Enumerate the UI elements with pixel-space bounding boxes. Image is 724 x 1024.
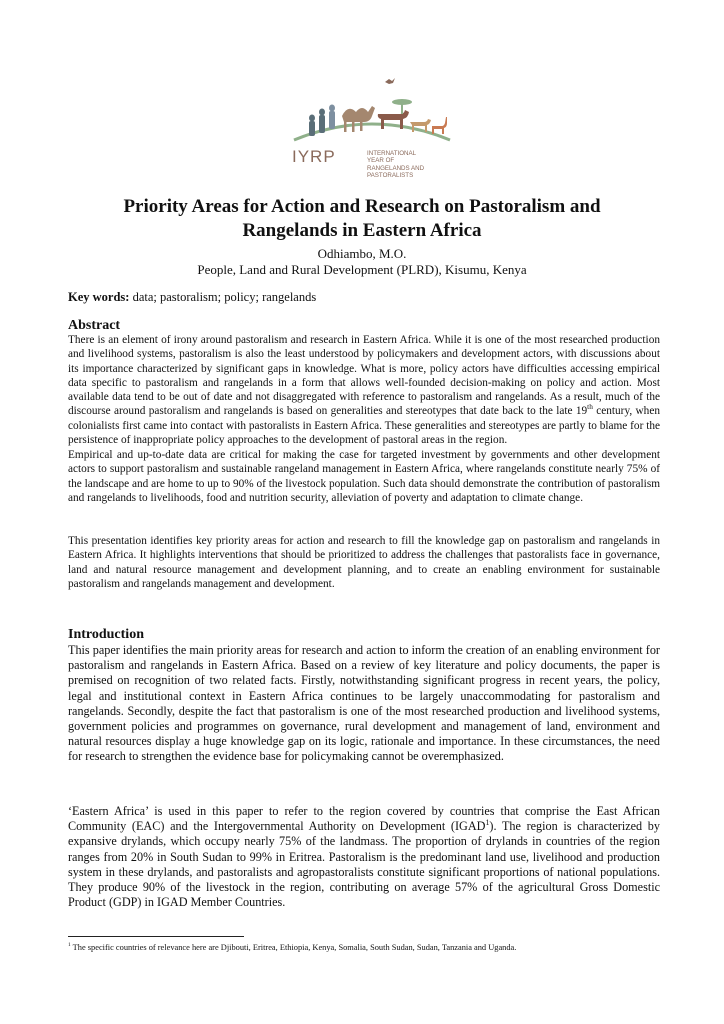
title-line-1: Priority Areas for Action and Research on Pastoralism and: [123, 196, 601, 217]
logo-subtitle-line: PASTORALISTS: [367, 172, 414, 180]
logo-wordmark: [292, 147, 472, 197]
abstract-heading: Abstract: [68, 318, 121, 333]
logo-subtitle-line: RANGELANDS AND: [367, 164, 425, 172]
introduction-paragraph-1: This paper identifies the main priority areas for research and action to inform the creation of an enabling environment for pastoralism and rangelands in Eastern Africa. Based on a review of key literature and policy documents, the paper is premised on recognition of two related facts. Firstly, notwithstanding significant progress in recent years, the policy, legal and institutional context in Eastern Africa continues to be largely unaccommodating for pastoralism and rangelands. Secondly, despite the fact that pastoralism is one of the most researched production and livelihood systems, government policies and programmes on governance, rural development and management of land, environment and natural resources display a huge knowledge gap on its logic, rationale and importance. In these circumstances, the need for research to strengthen the evidence base for policymaking cannot be overemphasized.: [68, 643, 660, 764]
abstract-p1-text: There is an element of irony around pastoralism and research in Eastern Africa. While it is one of the most researched production and livelihood systems, pastoralism is also the least understood by policymakers and development actors, with discussions about its importance characterized by significant gaps in knowledge. What is more, policy actors have difficulties accessing empirical data specific to pastoralism and rangelands in a form that allows well-founded decision-making on policy and action. Most available data tend to be out of date and not disaggregated with reference to pastoralism and rangelands. As a result, much of the discourse around pastoralism and rangelands is based on generalities and stereotypes that date back to the late 19: [68, 334, 660, 418]
abstract-paragraph-2: Empirical and up-to-date data are critical for making the case for targeted investment by governments and other development actors to support pastoralism and sustainable rangeland management in Eastern Africa, where rangelands constitute nearly 75% of the landscape and are home to up to 90% of the livestock population. Such data should demonstrate the contribution of pastoralism and rangelands to livelihoods, food and nutrition security, alleviation of poverty and adaptation to climate change.: [68, 449, 661, 504]
logo-mark: IYRP: [292, 147, 336, 166]
keywords: [68, 289, 316, 305]
footnote: [68, 942, 668, 953]
title-line-2: Rangelands in Eastern Africa: [242, 220, 482, 241]
intro-p2-text: ‘Eastern Africa’ is used in this paper to refer to the region covered by countries that comprise the East African Community (EAC) and the Intergovernmental Authority on Development (IGAD: [68, 804, 660, 834]
intro-p2-sup: 1: [485, 818, 490, 828]
author: Odhiambo, M.O.: [317, 246, 407, 261]
intro-p2-text-cont: ). The region is characterized by expansive drylands, which occupy nearly 75% of the landmass. The proportion of drylands in countries of the region ranges from 20% in South Sudan to 99% in Eritrea. Pastoralism is the predominant land use, livelihood and production system in these drylands, and pastoralists and agropastoralists constitute significant proportions of national populations. They produce 90% of the livestock in the region, contributing on average 57% of the agricultural Gross Domestic Product (GDP) in IGAD Member Countries.: [68, 819, 660, 910]
introduction-paragraph-2: [68, 804, 660, 910]
affiliation: People, Land and Rural Development (PLRD), Kisumu, Kenya: [197, 262, 527, 277]
abstract-p1-text-cont: century, when colonialists first came into contact with pastoralists in Eastern Africa. These generalities and stereotypes are partly to blame for the persistence of inappropriate policy approaches to the development of pastoral areas in the region.: [68, 405, 660, 447]
logo-subtitle-line: YEAR OF: [367, 157, 395, 165]
introduction-heading: Introduction: [68, 627, 144, 642]
keywords-label: Key words:: [68, 290, 130, 304]
paper-title: [60, 195, 664, 243]
footnote-text: The specific countries of relevance here are Djibouti, Eritrea, Ethiopia, Kenya, Somalia, South Sudan, Sudan, Tanzania and Uganda.: [70, 943, 517, 952]
keywords-text: data; pastoralism; policy; rangelands: [132, 290, 317, 304]
logo-subtitle: [367, 150, 447, 180]
footnote-marker: 1: [68, 942, 71, 949]
abstract-paragraph-3: This presentation identifies key priority areas for action and research to fill the knowledge gap on pastoralism and rangelands in Eastern Africa. It highlights interventions that should be prioritized to address the challenges that pastoralists face in governance, land and natural resource management and development planning, and to create an enabling environment for sustainable pastoralism and rangelands management and development.: [68, 535, 660, 590]
abstract-paragraph-1: [68, 333, 660, 447]
abstract-p1-sup: th: [587, 402, 593, 412]
footnote-divider: [68, 936, 244, 937]
logo-subtitle-line: INTERNATIONAL: [367, 150, 417, 157]
